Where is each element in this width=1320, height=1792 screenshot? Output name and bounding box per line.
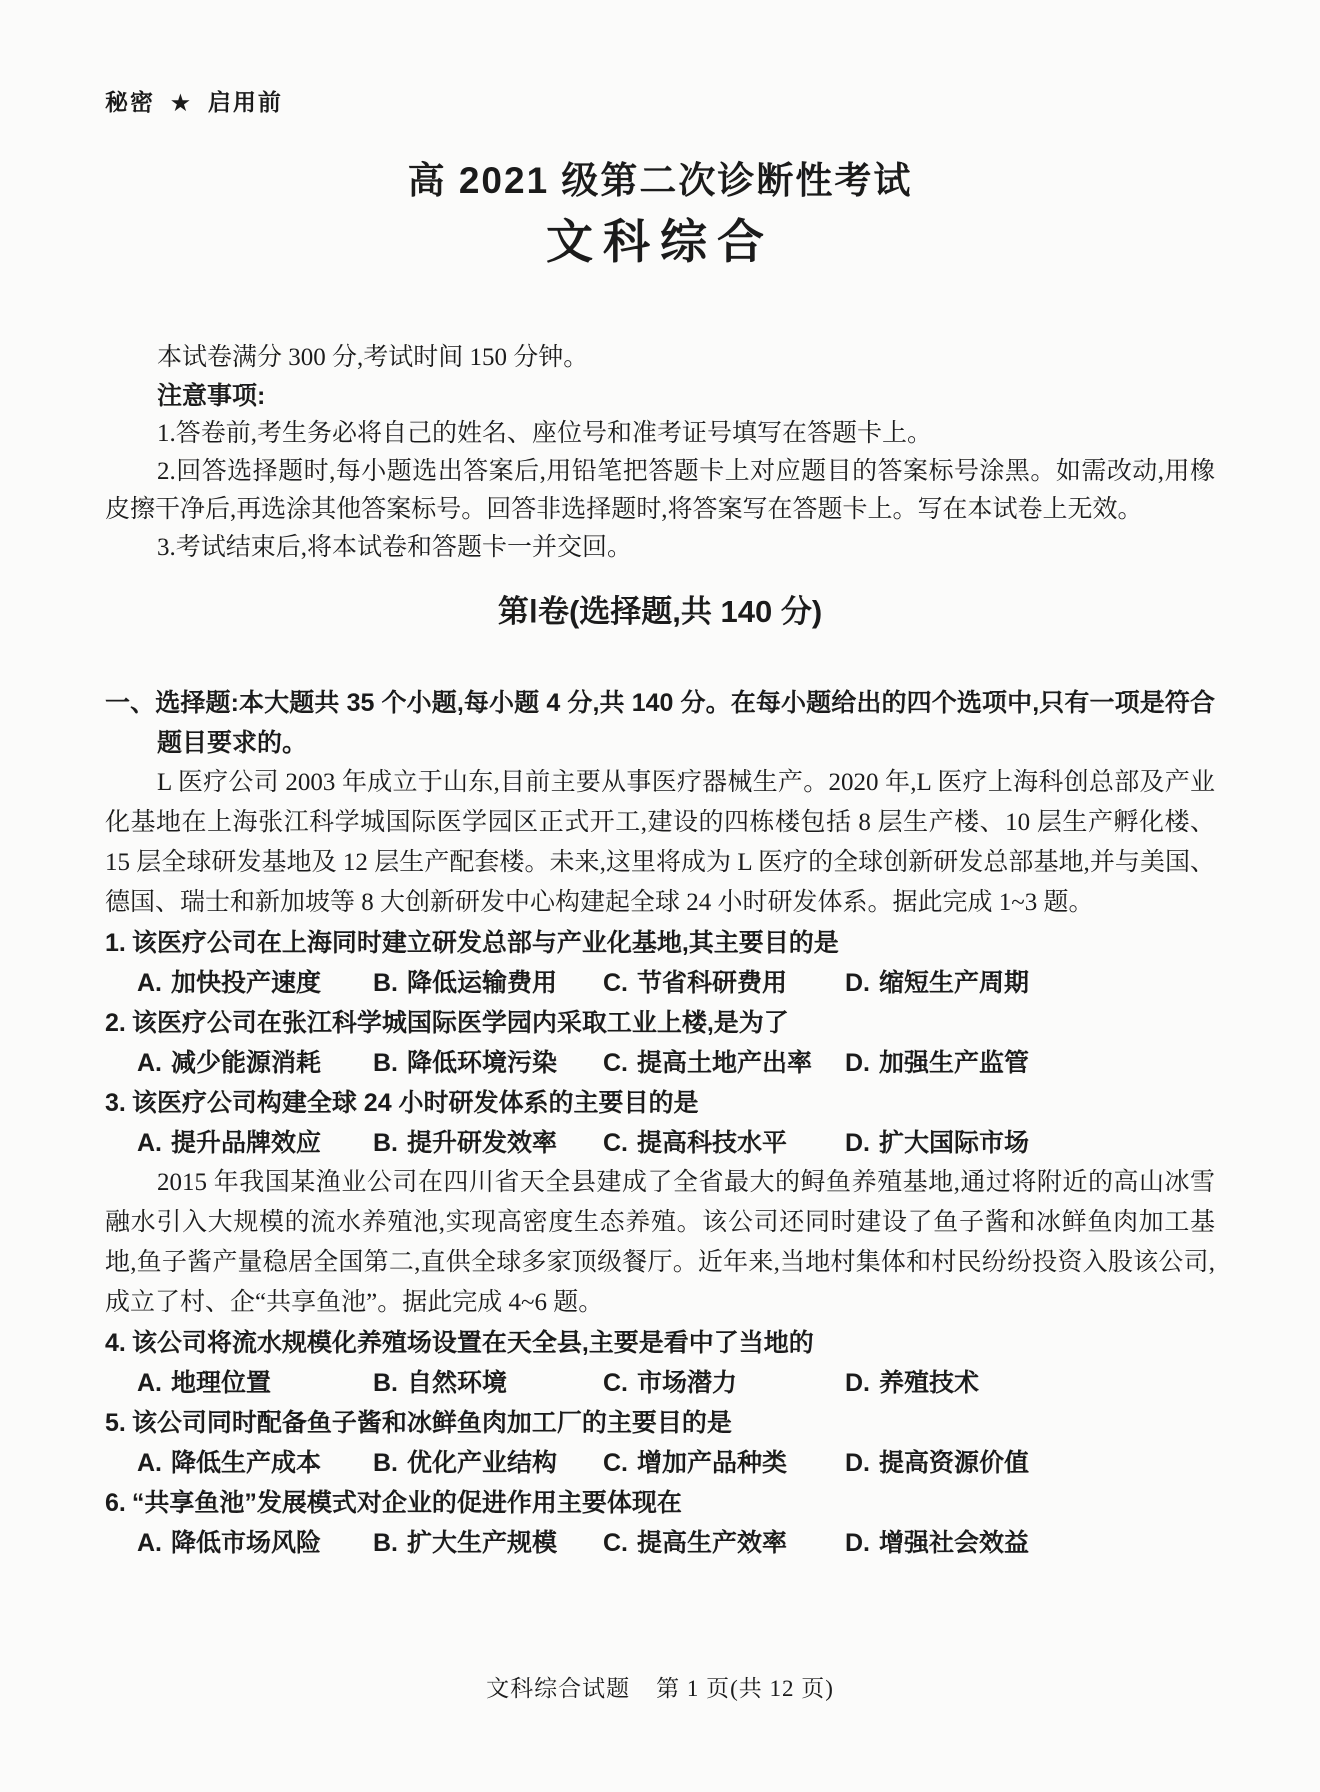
notice-item-2: 2.回答选择题时,每小题选出答案后,用铅笔把答题卡上对应题目的答案标号涂黑。如需改动,用橡皮擦干净后,再选涂其他答案标号。回答非选择题时,将答案写在答题卡上。写在本试卷上无效。 xyxy=(105,458,1215,524)
question-6-options xyxy=(105,1523,1215,1563)
question-2-option-c xyxy=(603,1043,845,1083)
question-4-stem xyxy=(105,1323,1215,1363)
option-text: 优化产业结构 xyxy=(407,1448,558,1477)
option-label: B. xyxy=(373,1448,398,1477)
stage-label: 启用前 xyxy=(207,89,283,115)
exam-info: 本试卷满分 300 分,考试时间 150 分钟。 xyxy=(157,344,589,372)
option-label: B. xyxy=(373,1048,398,1077)
question-2-stem xyxy=(105,1003,1215,1043)
question-3-option-b xyxy=(373,1123,603,1163)
option-text: 增加产品种类 xyxy=(637,1448,788,1477)
option-text: 增强社会效益 xyxy=(879,1528,1030,1557)
question-number: 4. xyxy=(105,1328,126,1357)
exam-title: 高 2021 级第二次诊断性考试 xyxy=(407,160,913,201)
question-4-option-c xyxy=(603,1363,845,1403)
question-number: 6. xyxy=(105,1488,126,1517)
question-6-option-d xyxy=(845,1523,1215,1563)
classification-banner xyxy=(105,84,1215,117)
option-text: 自然环境 xyxy=(407,1368,508,1397)
question-6-option-a xyxy=(137,1523,373,1563)
option-label: D. xyxy=(845,1368,870,1397)
question-3-options xyxy=(105,1123,1215,1163)
question-6-option-c xyxy=(603,1523,845,1563)
footer-page-number: 第 1 页(共 12 页) xyxy=(656,1676,834,1701)
question-stem-text: 该医疗公司在张江科学城国际医学园内采取工业上楼,是为了 xyxy=(131,1008,789,1037)
question-2 xyxy=(105,1003,1215,1083)
question-number: 5. xyxy=(105,1408,126,1437)
question-stem-text: “共享鱼池”发展模式对企业的促进作用主要体现在 xyxy=(131,1488,682,1517)
option-text: 降低市场风险 xyxy=(171,1528,322,1557)
option-label: C. xyxy=(603,1528,628,1557)
notice-item-1: 1.答卷前,考生务必将自己的姓名、座位号和准考证号填写在答题卡上。 xyxy=(157,420,933,448)
option-text: 加强生产监管 xyxy=(879,1048,1030,1077)
star-icon: ★ xyxy=(171,92,192,115)
question-1-option-d xyxy=(845,963,1215,1003)
question-4-option-a xyxy=(137,1363,373,1403)
notice-heading: 注意事项: xyxy=(157,382,266,411)
option-text: 提升研发效率 xyxy=(407,1128,558,1157)
option-text: 养殖技术 xyxy=(879,1368,980,1397)
section-1-instruction: 一、选择题:本大题共 35 个小题,每小题 4 分,共 140 分。在每小题给出的四个选项中,只有一项是符合题目要求的。 xyxy=(105,688,1215,757)
footer-subject: 文科综合试题 xyxy=(486,1676,631,1701)
question-1-option-a xyxy=(137,963,373,1003)
question-4-option-b xyxy=(373,1363,603,1403)
question-5-options xyxy=(105,1443,1215,1483)
question-number: 3. xyxy=(105,1088,126,1117)
security-label: 秘密 xyxy=(105,89,155,115)
option-text: 加快投产速度 xyxy=(171,968,322,997)
question-1-options xyxy=(105,963,1215,1003)
question-1 xyxy=(105,923,1215,1003)
option-label: C. xyxy=(603,968,628,997)
option-label: B. xyxy=(373,1128,398,1157)
option-text: 提高资源价值 xyxy=(879,1448,1030,1477)
option-label: C. xyxy=(603,1128,628,1157)
option-text: 提高生产效率 xyxy=(637,1528,788,1557)
question-1-stem xyxy=(105,923,1215,963)
passage-1: L 医疗公司 2003 年成立于山东,目前主要从事医疗器械生产。2020 年,L 医疗上海科创总部及产业化基地在上海张江科学城国际医学园区正式开工,建设的四栋楼包括 8 层生产楼、10 层生产孵化楼、15 层全球研发基地及 12 层生产配套楼。未来,这里将成为 L 医疗的全球创新研发总部基地,并与美国、德国、瑞士和新加坡等 8 大创新研发中心构建起全球 24 小时研发体系。据此完成 1~3 题。 xyxy=(105,768,1215,916)
question-5-option-d xyxy=(845,1443,1215,1483)
option-label: B. xyxy=(373,1368,398,1397)
option-text: 扩大生产规模 xyxy=(407,1528,558,1557)
question-stem-text: 该公司将流水规模化养殖场设置在天全县,主要是看中了当地的 xyxy=(131,1328,814,1357)
option-text: 减少能源消耗 xyxy=(171,1048,322,1077)
option-text: 缩短生产周期 xyxy=(879,968,1030,997)
question-2-option-b xyxy=(373,1043,603,1083)
option-text: 地理位置 xyxy=(171,1368,272,1397)
option-label: A. xyxy=(137,1048,162,1077)
notice-item-3: 3.考试结束后,将本试卷和答题卡一并交回。 xyxy=(157,534,633,562)
question-number: 2. xyxy=(105,1008,126,1037)
option-label: A. xyxy=(137,968,162,997)
option-text: 提升品牌效应 xyxy=(171,1128,322,1157)
option-label: A. xyxy=(137,1448,162,1477)
question-5 xyxy=(105,1403,1215,1483)
option-label: C. xyxy=(603,1368,628,1397)
question-2-option-a xyxy=(137,1043,373,1083)
question-3-option-a xyxy=(137,1123,373,1163)
option-text: 降低生产成本 xyxy=(171,1448,322,1477)
option-text: 提高土地产出率 xyxy=(637,1048,813,1077)
question-1-option-c xyxy=(603,963,845,1003)
option-label: A. xyxy=(137,1528,162,1557)
question-3-option-d xyxy=(845,1123,1215,1163)
question-6-option-b xyxy=(373,1523,603,1563)
option-text: 市场潜力 xyxy=(637,1368,738,1397)
question-4-options xyxy=(105,1363,1215,1403)
option-text: 降低环境污染 xyxy=(407,1048,558,1077)
option-text: 降低运输费用 xyxy=(407,968,558,997)
option-label: C. xyxy=(603,1448,628,1477)
option-label: B. xyxy=(373,968,398,997)
question-stem-text: 该医疗公司构建全球 24 小时研发体系的主要目的是 xyxy=(131,1088,699,1117)
subject-title: 文科综合 xyxy=(546,214,774,268)
question-6 xyxy=(105,1483,1215,1563)
option-text: 提高科技水平 xyxy=(637,1128,788,1157)
question-2-option-d xyxy=(845,1043,1215,1083)
question-number: 1. xyxy=(105,928,126,957)
question-2-options xyxy=(105,1043,1215,1083)
passage-2: 2015 年我国某渔业公司在四川省天全县建成了全省最大的鲟鱼养殖基地,通过将附近的高山冰雪融水引入大规模的流水养殖池,实现高密度生态养殖。该公司还同时建设了鱼子酱和冰鲜鱼肉加工基地,鱼子酱产量稳居全国第二,直供全球多家顶级餐厅。近年来,当地村集体和村民纷纷投资入股该公司,成立了村、企“共享鱼池”。据此完成 4~6 题。 xyxy=(105,1168,1215,1316)
page-footer xyxy=(0,1670,1320,1703)
question-3-stem xyxy=(105,1083,1215,1123)
option-label: D. xyxy=(845,1128,870,1157)
question-4-option-d xyxy=(845,1363,1215,1403)
option-label: B. xyxy=(373,1528,398,1557)
question-1-option-b xyxy=(373,963,603,1003)
option-label: D. xyxy=(845,1048,870,1077)
option-label: D. xyxy=(845,1528,870,1557)
question-6-stem xyxy=(105,1483,1215,1523)
question-3 xyxy=(105,1083,1215,1163)
question-3-option-c xyxy=(603,1123,845,1163)
question-4 xyxy=(105,1323,1215,1403)
option-label: A. xyxy=(137,1368,162,1397)
question-stem-text: 该公司同时配备鱼子酱和冰鲜鱼肉加工厂的主要目的是 xyxy=(131,1408,732,1437)
option-text: 节省科研费用 xyxy=(637,968,788,997)
option-label: D. xyxy=(845,968,870,997)
question-5-option-b xyxy=(373,1443,603,1483)
question-stem-text: 该医疗公司在上海同时建立研发总部与产业化基地,其主要目的是 xyxy=(131,928,839,957)
option-label: A. xyxy=(137,1128,162,1157)
exam-meta xyxy=(105,339,1215,567)
option-label: C. xyxy=(603,1048,628,1077)
question-5-option-a xyxy=(137,1443,373,1483)
section-1-header: 第Ⅰ卷(选择题,共 140 分) xyxy=(497,594,823,630)
question-5-option-c xyxy=(603,1443,845,1483)
option-label: D. xyxy=(845,1448,870,1477)
question-5-stem xyxy=(105,1403,1215,1443)
option-text: 扩大国际市场 xyxy=(879,1128,1030,1157)
